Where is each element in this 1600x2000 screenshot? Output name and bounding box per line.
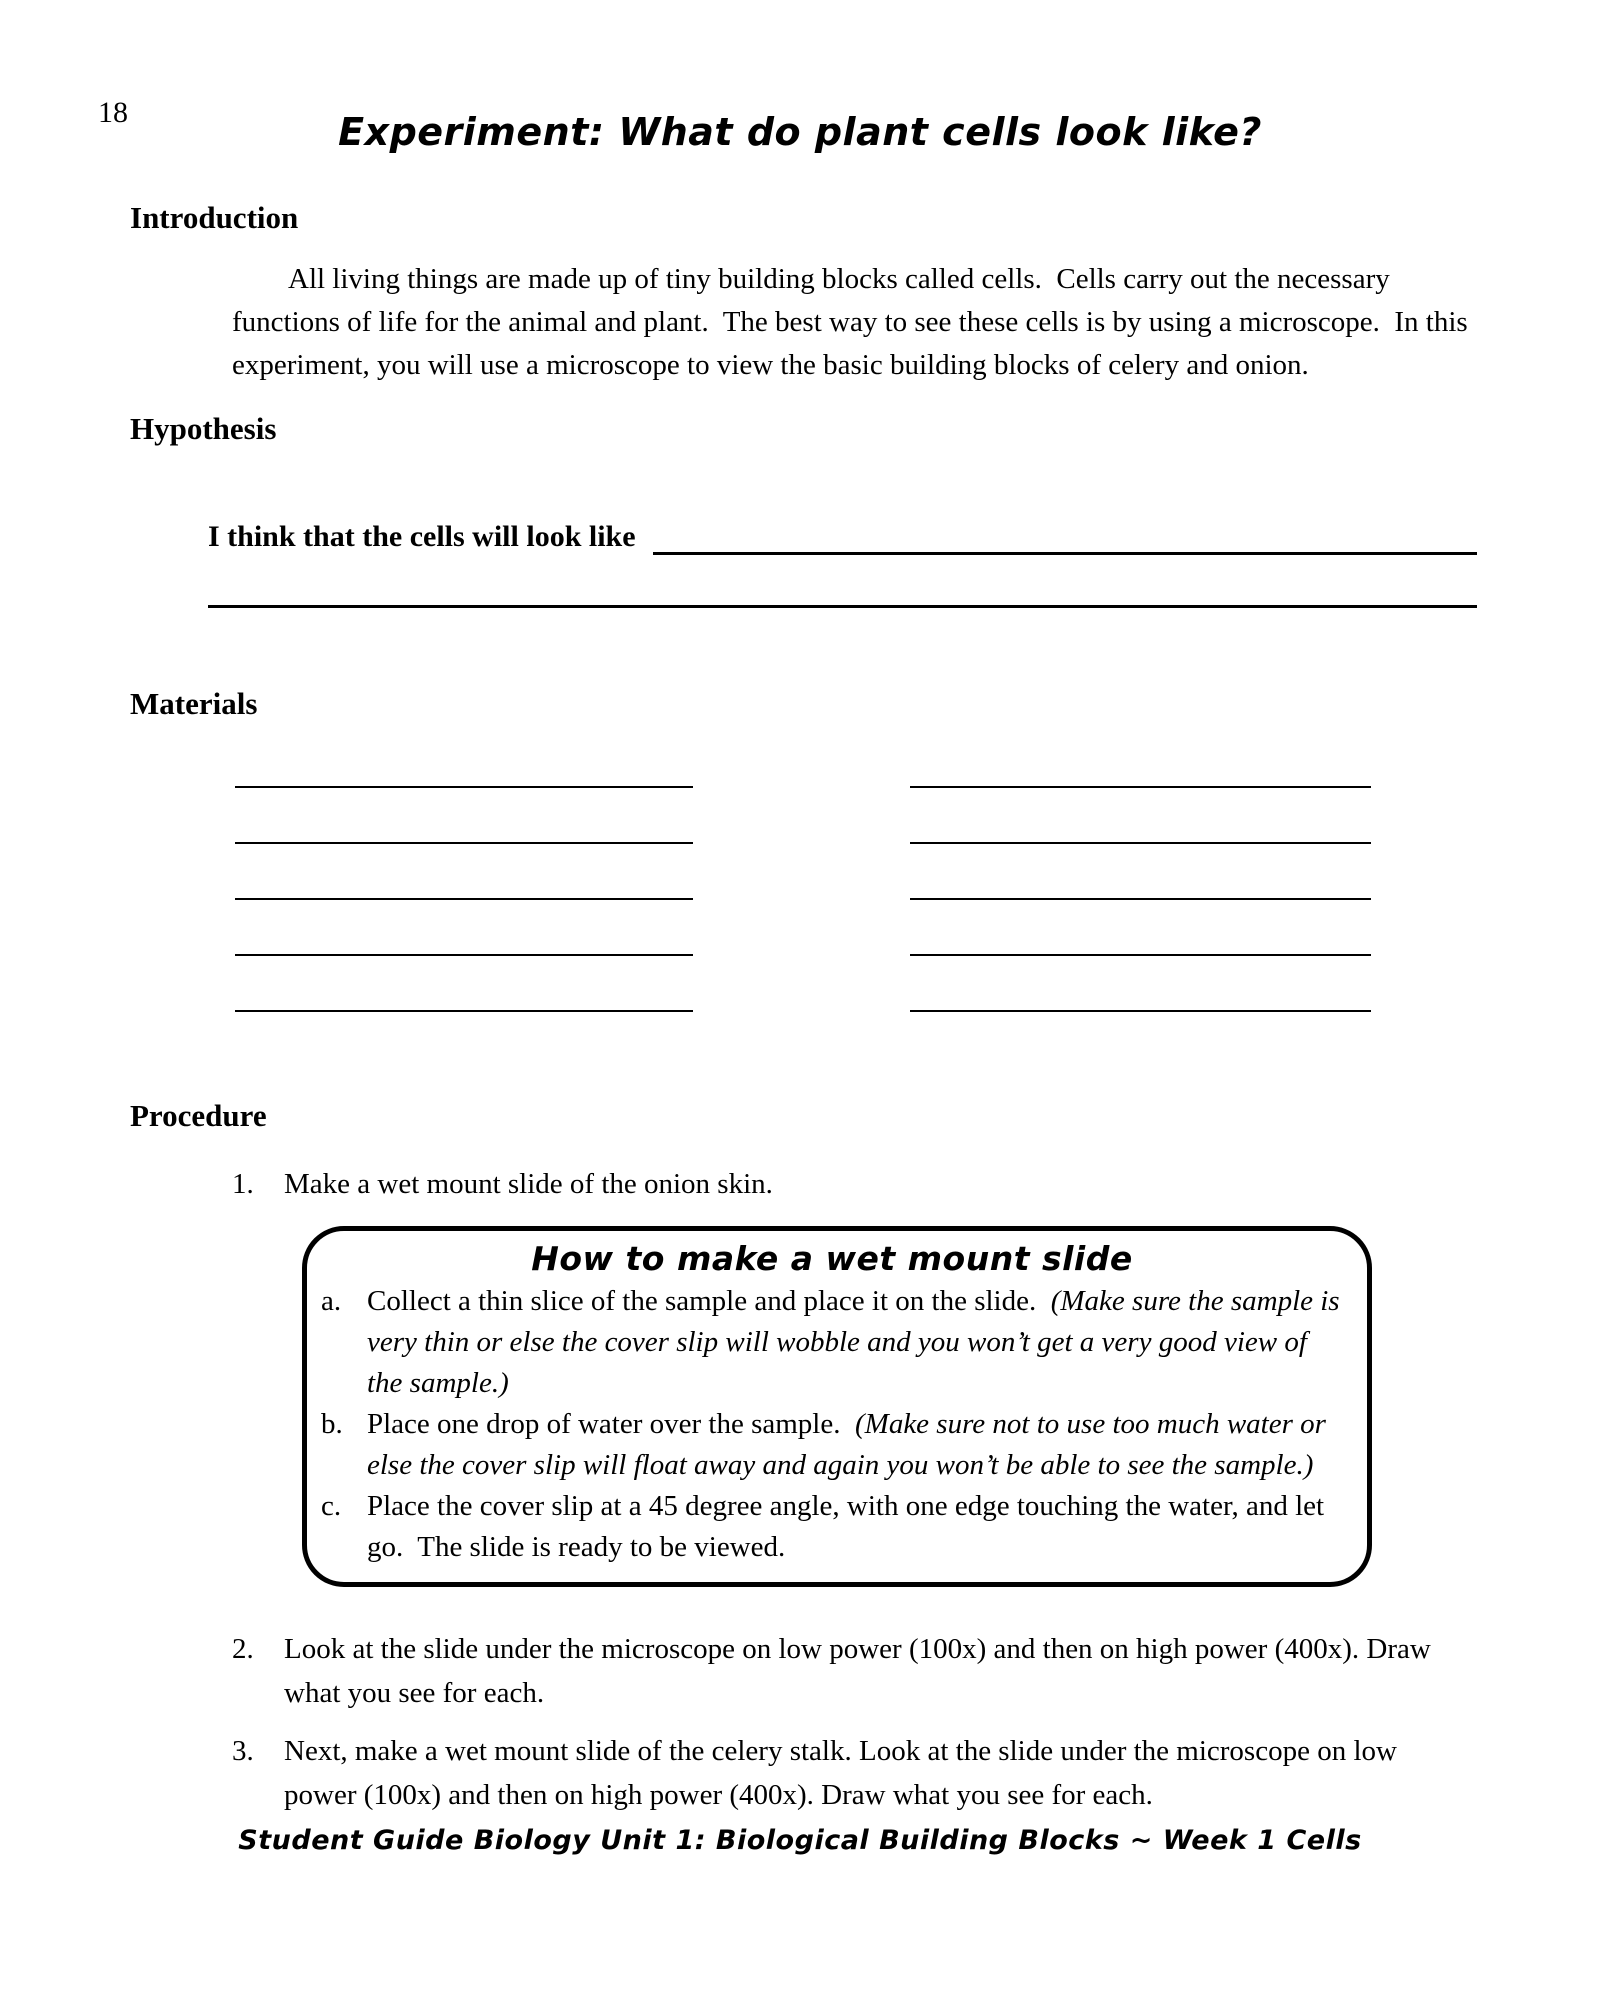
materials-blank-line — [235, 956, 693, 1012]
hypothesis-prompt: I think that the cells will look like — [208, 520, 644, 553]
item-text — [367, 1281, 1347, 1404]
item-note-italic: (Make sure not to use too much water or else the cover slip will float away and again you won’t be able to see the sample.) — [367, 1408, 1334, 1481]
procedure-steps-continued — [232, 1627, 1600, 1817]
step-number: 1. — [232, 1168, 254, 1200]
footer-text: Student Guide Biology Unit 1: Biological Building Blocks ~ Week 1 Cells — [238, 1825, 1362, 1856]
materials-blank-line — [235, 732, 693, 788]
materials-blank-line — [235, 788, 693, 844]
hypothesis-heading: Hypothesis — [130, 411, 277, 446]
wet-mount-item-c — [321, 1486, 1343, 1568]
step-text: Make a wet mount slide of the onion skin. — [284, 1168, 773, 1200]
materials-blank-line — [235, 844, 693, 900]
item-letter: a. — [321, 1285, 342, 1317]
wet-mount-item-b — [321, 1404, 1343, 1486]
hypothesis-blank-line-1 — [653, 521, 1477, 555]
item-text-normal: Place the cover slip at a 45 degree angle, with one edge touching the water, and let go. The slide is ready to be viewed. — [367, 1490, 1332, 1563]
materials-blank-line — [910, 788, 1371, 844]
introduction-heading: Introduction — [130, 200, 299, 235]
item-text-normal: Collect a thin slice of the sample and place it on the slide. — [367, 1285, 1051, 1317]
procedure-step-3 — [232, 1729, 1452, 1817]
materials-blank-line — [910, 732, 1371, 788]
wet-mount-instructions-box — [302, 1226, 1372, 1587]
materials-blank-line — [910, 900, 1371, 956]
step-text: Look at the slide under the microscope on low power (100x) and then on high power (400x). Draw what you see for each. — [284, 1633, 1439, 1709]
procedure-step-2 — [232, 1627, 1452, 1715]
page-title: Experiment: What do plant cells look like? — [338, 110, 1262, 154]
procedure-heading: Procedure — [130, 1098, 267, 1133]
hypothesis-blank-line-2 — [208, 605, 1477, 608]
procedure-steps — [232, 1162, 1600, 1206]
introduction-paragraph: All living things are made up of tiny building blocks called cells. Cells carry out the necessary functions of life for the animal and plant. The best way to see these cells is by using a microscope. In this experiment, you will use a microscope to view the basic building blocks of celery and onion. — [232, 263, 1475, 381]
hypothesis-prompt-row — [208, 519, 1477, 555]
item-letter: b. — [321, 1408, 343, 1440]
wet-mount-item-a — [321, 1281, 1347, 1404]
item-note-italic: (Make sure the sample is very thin or else the cover slip will wobble and you won’t get a very good view of the sample.) — [367, 1285, 1347, 1399]
materials-blank-line — [910, 956, 1371, 1012]
materials-heading: Materials — [130, 686, 258, 721]
materials-blank-line — [235, 900, 693, 956]
procedure-step-1 — [232, 1162, 1452, 1206]
wet-mount-box-title: How to make a wet mount slide — [531, 1239, 1133, 1278]
item-letter: c. — [321, 1490, 342, 1522]
step-number: 3. — [232, 1735, 254, 1767]
page-number: 18 — [98, 96, 128, 129]
materials-blank-line — [910, 844, 1371, 900]
item-text-normal: Place one drop of water over the sample. — [367, 1408, 855, 1440]
step-text: Next, make a wet mount slide of the celery stalk. Look at the slide under the microscope on low power (100x) and then on high power (400x). Draw what you see for each. — [284, 1735, 1405, 1811]
step-number: 2. — [232, 1633, 254, 1665]
item-text — [367, 1404, 1343, 1486]
item-text — [367, 1486, 1343, 1568]
materials-blank-list — [235, 732, 1600, 1012]
